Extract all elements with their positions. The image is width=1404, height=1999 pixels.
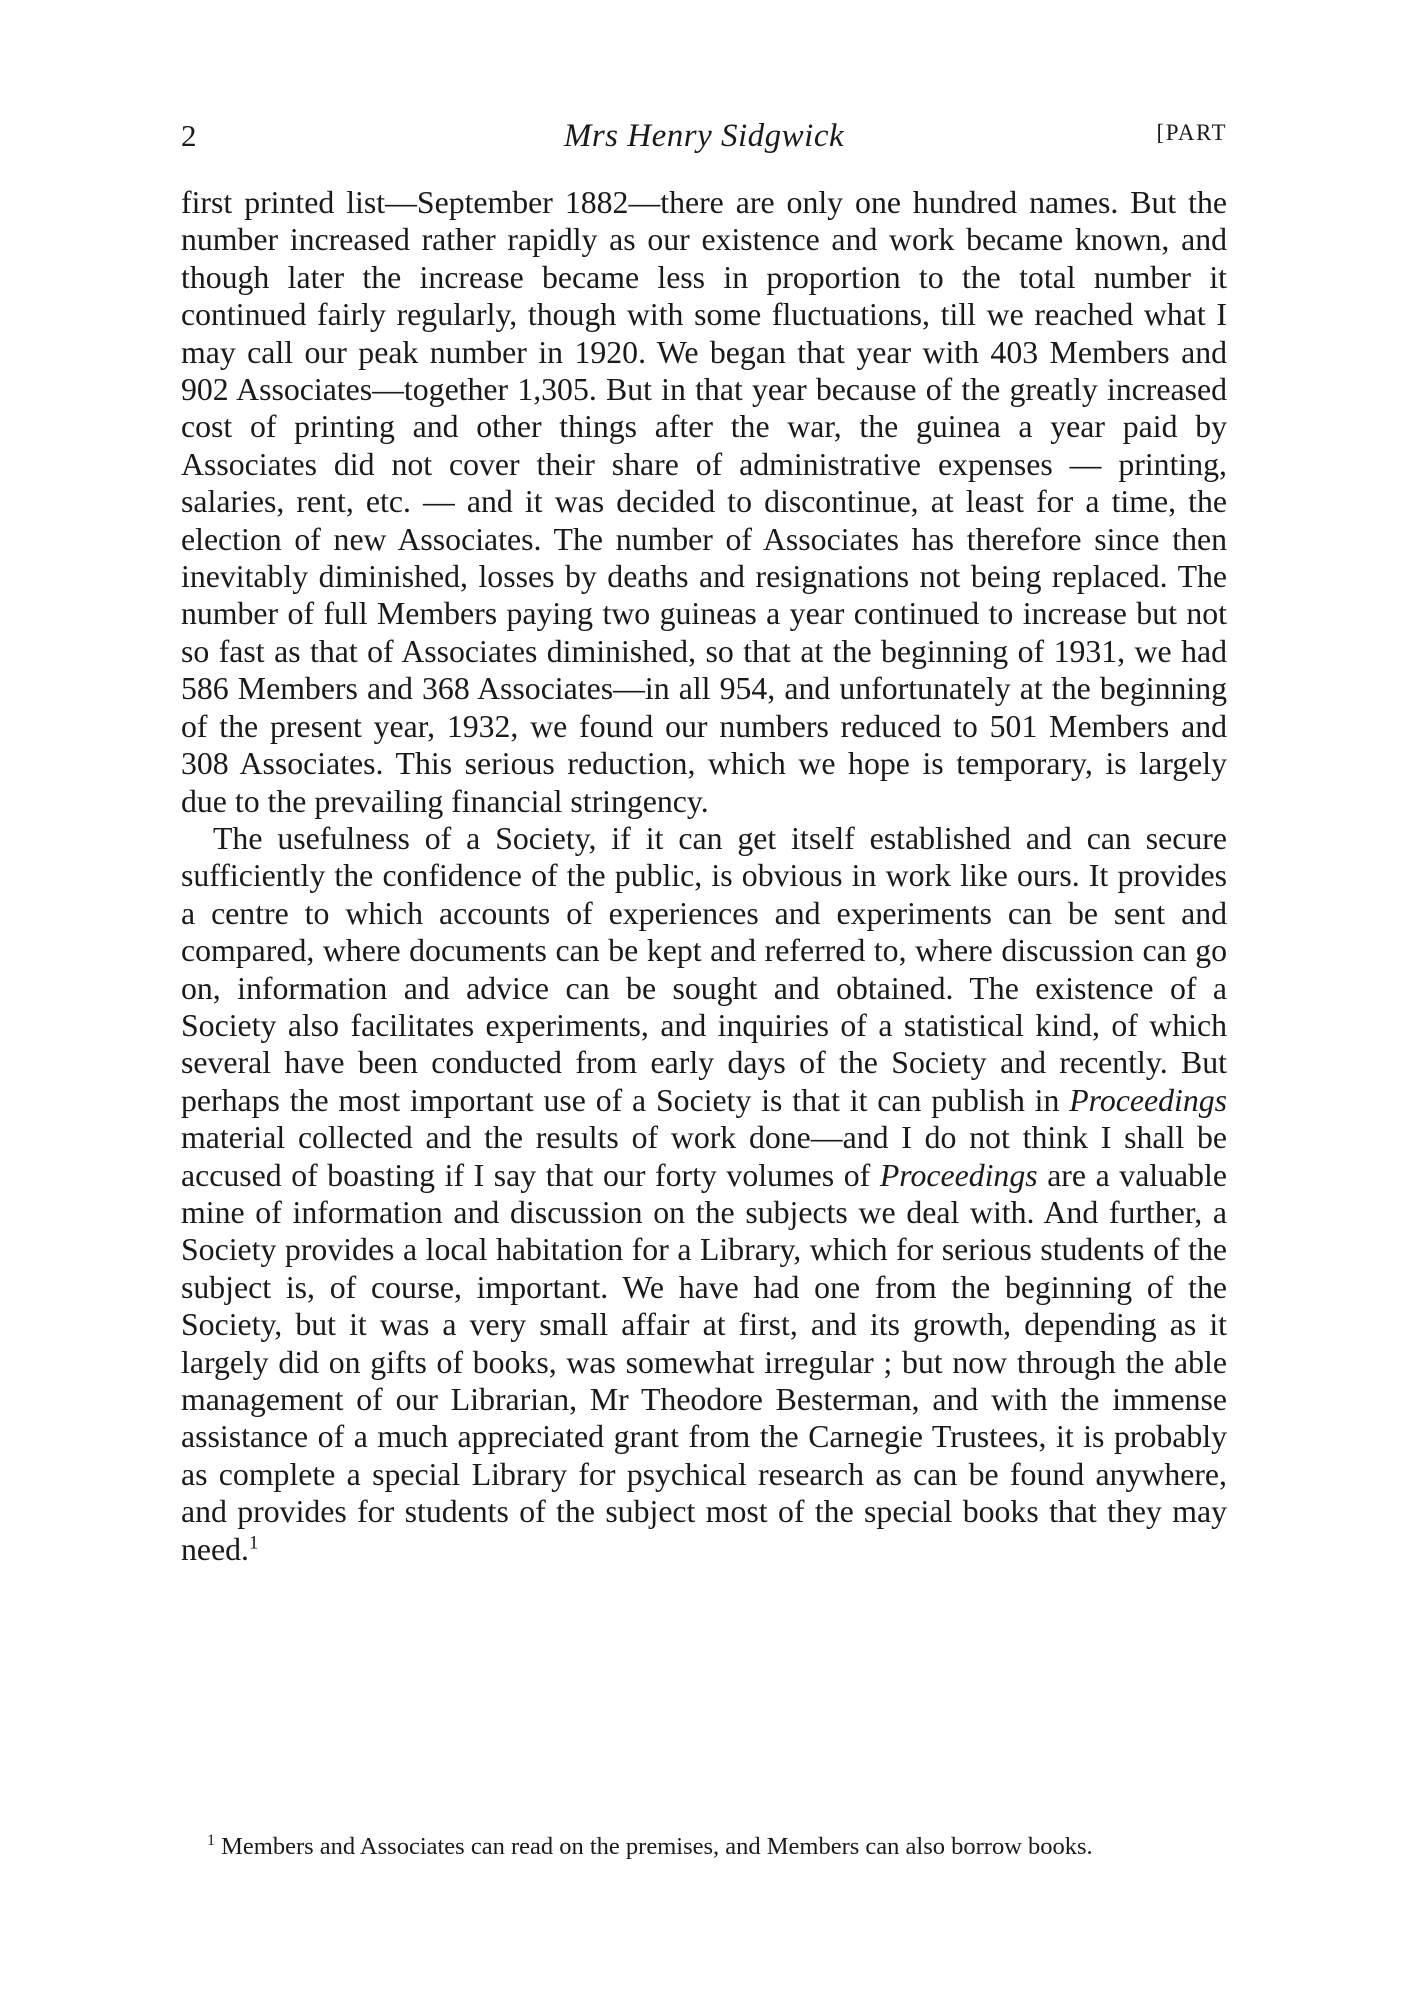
footnote-line	[181, 1832, 1227, 1862]
paragraph-2	[181, 820, 1227, 1568]
footnote-text: Members and Associates can read on the premises, and Members can also borrow books.	[215, 1833, 1093, 1860]
footnote-marker: 1	[207, 1831, 215, 1849]
italic-proceedings-2: Proceedings	[879, 1157, 1038, 1193]
paragraph-2-part-1: The usefulness of a Society, if it can get itself established and can secure sufficiently the confidence of the public, is obvious in work like ours. It provides a centre to which accounts of experiences and experiments can be sent and compared, where documents can be kept and referred to, where discussion can go on, information and advice can be sought and obtained. The existence of a Society also facilitates experiments, and inquiries of a statistical kind, of which several have been conducted from early days of the Society and recently. But perhaps the most important use of a Society is that it can publish in	[181, 820, 1227, 1118]
page-number: 2	[181, 118, 197, 153]
running-title: Mrs Henry Sidgwick	[563, 118, 845, 154]
paragraph-2-part-2: material collected and the results of work done—and I do not think I shall be accused of boasting if I say that our forty volumes of	[181, 1120, 1227, 1193]
italic-proceedings-1: Proceedings	[1069, 1082, 1227, 1118]
paragraph-1: first printed list—September 1882—there are only one hundred names. But the number increased rather rapidly as our existence and work became known, and though later the increase became less in proportion to the total number it continued fairly regularly, though with some fluctuations, till we reached what I may call our peak number in 1920. We began that year with 403 Members and 902 Associates—together 1,305. But in that year because of the greatly increased cost of printing and other things after the war, the guinea a year paid by Associates did not cover their share of administrative expenses — printing, salaries, rent, etc. — and it was decided to discontinue, at least for a time, the election of new Associates. The number of Associates has therefore since then inevitably diminished, losses by deaths and resignations not being replaced. The number of full Members paying two guineas a year continued to increase but not so fast as that of Associates diminished, so that at the beginning of 1931, we had 586 Members and 368 Associates—in all 954, and unfortunately at the beginning of the present year, 1932, we found our numbers reduced to 501 Members and 308 Associates. This serious reduction, which we hope is temporary, is largely due to the prevailing financial stringency.	[181, 185, 1227, 819]
paragraph-2-part-3: are a valuable mine of information and discussion on the subjects we deal with. And further, a Society provides a local habitation for a Library, which for serious students of the subject is, of course, important. We have had one from the beginning of the Society, but it was a very small affair at first, and its growth, depending as it largely did on gifts of books, was somewhat irregular ; but now through the able management of our Librarian, Mr Theodore Besterman, and with the immense assistance of a much appreciated grant from the Carnegie Trustees, it is probably as complete a special Library for psychical research as can be found anywhere, and provides for students of the subject most of the special books that they may need.	[181, 1157, 1228, 1567]
footnote-reference: 1	[248, 1532, 259, 1554]
running-header	[181, 118, 1227, 162]
body-text	[181, 184, 1227, 1568]
footnote	[181, 1832, 1227, 1862]
part-label: [PART	[1156, 120, 1227, 145]
